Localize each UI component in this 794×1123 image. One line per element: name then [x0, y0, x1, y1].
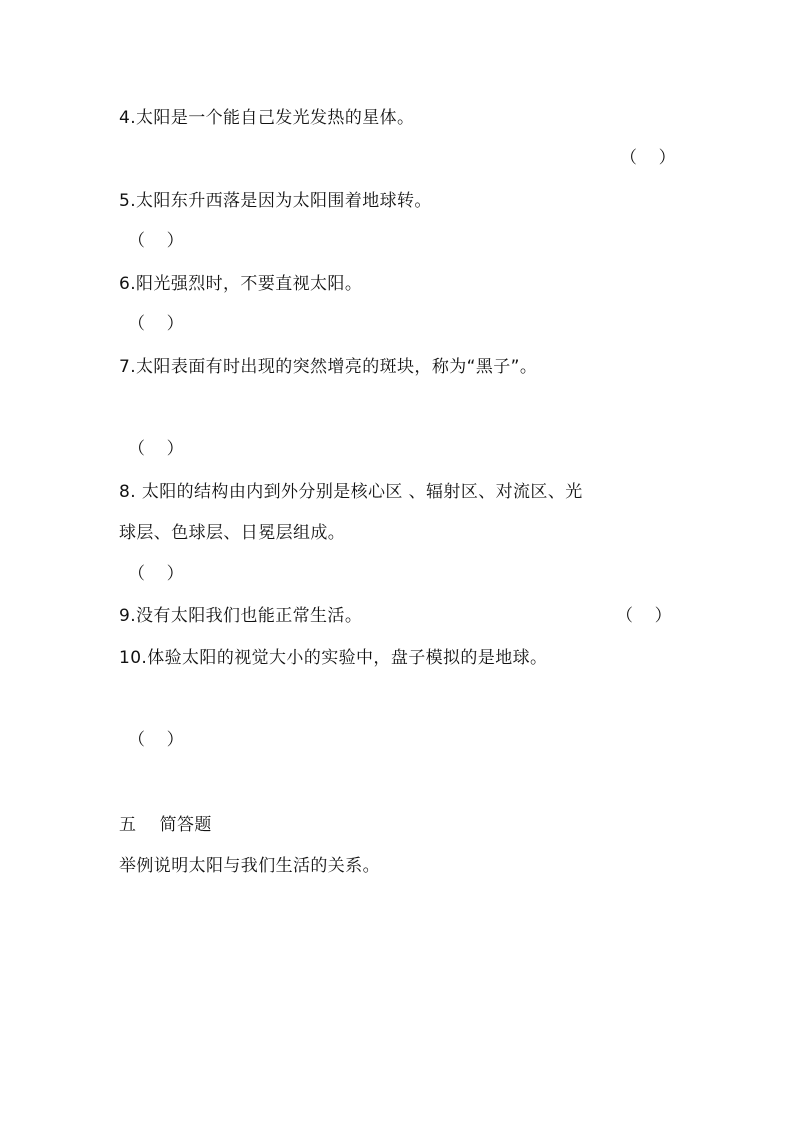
question-8-text-line-1: 8. 太阳的结构由内到外分别是核心区 、辐射区、对流区、光 [119, 482, 583, 502]
section-5-heading: 五 简答题 [119, 815, 212, 835]
question-10-answer-blank[interactable]: （ ） [128, 730, 184, 750]
question-10-text: 10.体验太阳的视觉大小的实验中，盘子模拟的是地球。 [119, 648, 548, 668]
section-5-prompt: 举例说明太阳与我们生活的关系。 [119, 856, 380, 876]
question-7-text: 7.太阳表面有时出现的突然增亮的斑块，称为“黑子”。 [119, 357, 538, 377]
question-9-text: 9.没有太阳我们也能正常生活。 [119, 606, 363, 626]
question-9-answer-blank[interactable]: （ ） [616, 606, 672, 626]
question-8-text-line-2: 球层、色球层、日冕层组成。 [119, 523, 346, 543]
question-8-answer-blank[interactable]: （ ） [128, 564, 184, 584]
question-7-answer-blank[interactable]: （ ） [128, 439, 184, 459]
question-6-answer-blank[interactable]: （ ） [128, 314, 184, 334]
question-5-answer-blank[interactable]: （ ） [128, 231, 184, 251]
question-6-text: 6.阳光强烈时，不要直视太阳。 [119, 274, 363, 294]
question-4-answer-blank[interactable]: （ ） [620, 148, 676, 168]
question-4-text: 4.太阳是一个能自己发光发热的星体。 [119, 108, 415, 128]
question-5-text: 5.太阳东升西落是因为太阳围着地球转。 [119, 191, 432, 211]
